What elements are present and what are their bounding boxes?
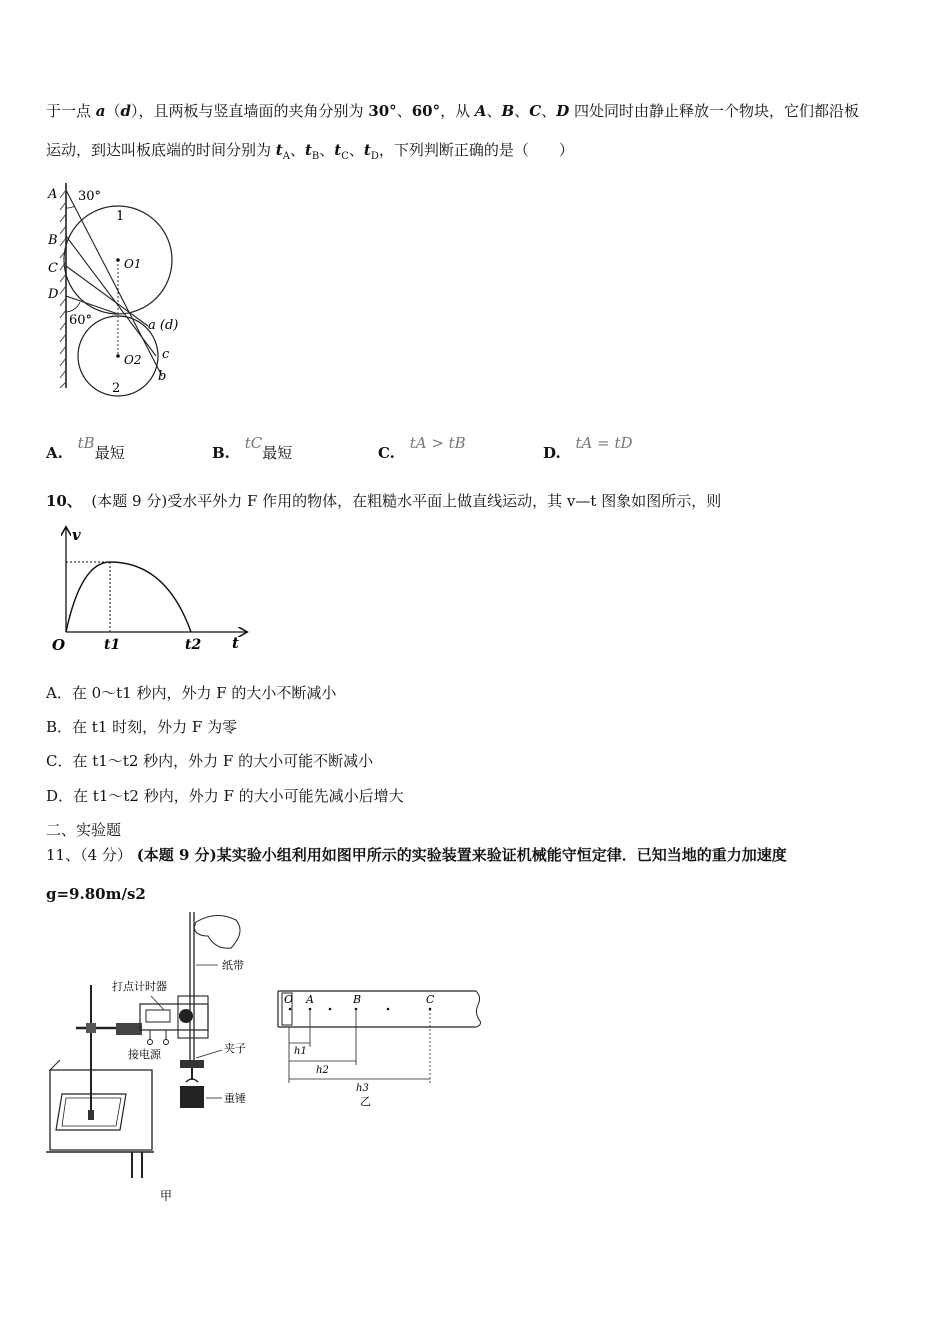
q9-line-2: 运动，到达叫板底端的时间分别为 $t_A$、$t_B$、$t_C$、$t_D$，下列判断正确的是（ ） — [46, 141, 574, 162]
tape-A: A — [306, 993, 314, 1006]
q9-option-d: D. tA = tD — [543, 434, 633, 462]
q11-gravity: g=9.80m/s2 — [46, 885, 146, 903]
label-tape: 纸带 — [222, 959, 244, 972]
tape-h3: h3 — [356, 1083, 369, 1094]
q9-option-b: B. tC最短 — [212, 434, 293, 462]
label-b: b — [158, 369, 167, 384]
label-c: c — [162, 347, 170, 362]
q9-option-c: C. tA > tB — [378, 434, 466, 462]
tape-C: C — [426, 993, 435, 1006]
label-ad: a (d) — [148, 318, 179, 333]
label-timer: 打点计时器 — [112, 980, 167, 993]
label-yi: 乙 — [360, 1095, 371, 1108]
circle-2-label: 2 — [112, 381, 121, 396]
label-jia: 甲 — [160, 1189, 173, 1203]
angle-30: 30° — [78, 189, 102, 204]
label-clip: 夹子 — [224, 1042, 246, 1055]
tick-t1: t1 — [104, 637, 121, 653]
label-C: C — [48, 261, 58, 276]
tape-h1: h1 — [294, 1046, 307, 1057]
tape-O: O — [284, 993, 294, 1006]
section-heading: 二、实验题 — [46, 821, 122, 839]
q10-option-b: B．在 t1 时刻，外力 F 为零 — [46, 718, 238, 736]
q9-figure — [44, 178, 194, 403]
q11-tape-figure — [276, 985, 496, 1110]
label-O2: O2 — [124, 353, 142, 367]
origin-O: O — [52, 636, 66, 654]
axis-v: v — [72, 526, 81, 544]
q10-option-a: A．在 0～t1 秒内，外力 F 的大小不断减小 — [46, 684, 337, 702]
q10-option-c: C．在 t1～t2 秒内，外力 F 的大小可能不断减小 — [46, 752, 374, 770]
label-O1: O1 — [124, 257, 142, 271]
label-A: A — [48, 187, 58, 202]
label-B: B — [48, 233, 58, 248]
q9-line-1: 于一点 a（d），且两板与竖直墙面的夹角分别为 30°、60°，从 A、B、C、D 四处同时由静止释放一个物块，它们都沿板 — [46, 102, 859, 120]
q10-option-d: D．在 t1～t2 秒内，外力 F 的大小可能先减小后增大 — [46, 787, 404, 805]
q11-stem: 11、（4 分） (本题 9 分)某实验小组利用如图甲所示的实验装置来验证机械能守恒定律．已知当地的重力加速度 — [46, 846, 787, 864]
q9-option-a: A. tB最短 — [46, 434, 125, 462]
tick-t2: t2 — [185, 637, 202, 653]
tape-B: B — [353, 993, 362, 1006]
label-weight: 重锤 — [224, 1092, 246, 1105]
label-power: 接电源 — [128, 1048, 161, 1061]
tape-h2: h2 — [316, 1065, 329, 1076]
angle-60: 60° — [69, 313, 93, 328]
q11-apparatus-figure — [46, 910, 266, 1210]
q10-vt-graph — [46, 522, 256, 657]
q10-stem: 10、 (本题 9 分)受水平外力 F 作用的物体，在粗糙水平面上做直线运动，其 v—t 图象如图所示，则 — [46, 492, 722, 510]
label-D: D — [48, 287, 59, 302]
axis-t: t — [232, 634, 239, 652]
circle-1-label: 1 — [116, 209, 125, 224]
